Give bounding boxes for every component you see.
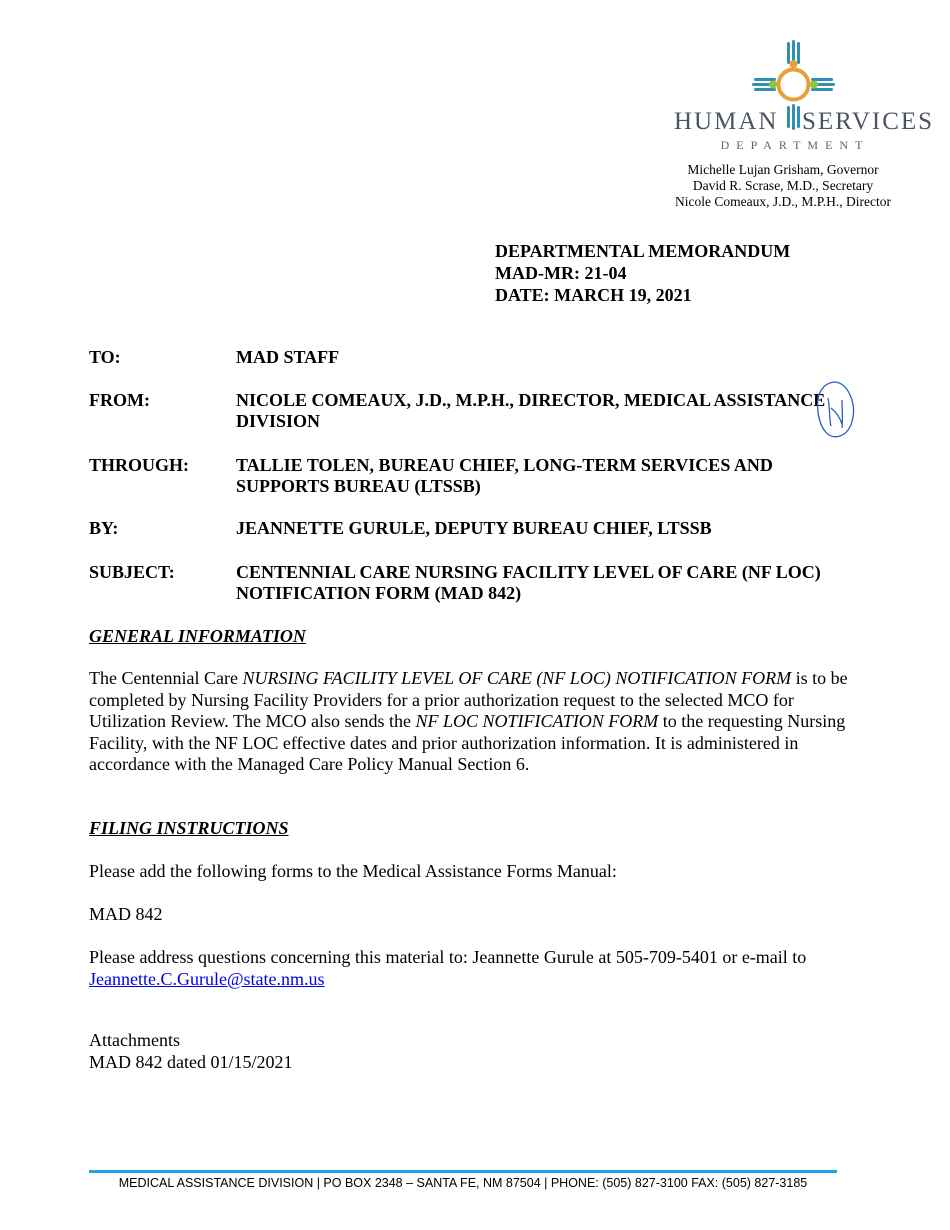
memo-number: MAD-MR: 21-04	[495, 263, 627, 283]
general-text-form-short: NF LOC NOTIFICATION FORM	[415, 711, 659, 731]
official-director: Nicole Comeaux, J.D., M.P.H., Director	[675, 194, 891, 209]
from-label: FROM:	[89, 390, 150, 410]
from-value: NICOLE COMEAUX, J.D., M.P.H., DIRECTOR, MEDICAL ASSISTANCE DIVISION	[236, 390, 826, 431]
to-value: MAD STAFF	[236, 347, 340, 367]
general-info-title: GENERAL INFORMATION	[89, 626, 306, 646]
filing-questions	[89, 947, 864, 990]
attachments	[89, 1030, 864, 1073]
through-value: TALLIE TOLEN, BUREAU CHIEF, LONG-TERM SERVICES AND SUPPORTS BUREAU (LTSSB)	[236, 455, 773, 496]
filing-line: Please add the following forms to the Medical Assistance Forms Manual:	[89, 861, 617, 881]
general-text-form-name: NURSING FACILITY LEVEL OF CARE (NF LOC) NOTIFICATION FORM	[242, 668, 792, 688]
attachments-label: Attachments	[89, 1030, 180, 1050]
general-text-1: The Centennial Care	[89, 668, 243, 688]
memo-heading	[495, 240, 790, 306]
general-text-2: is to be completed by Nursing Facility Providers for a prior authorization request to the selected MCO for Utilization Review. The MCO also sends the	[89, 668, 848, 731]
footer-address: MEDICAL ASSISTANCE DIVISION | PO BOX 2348 – SANTA FE, NM 87504 | PHONE: (505) 827-3100 FAX: (505) 827-3185	[118, 1176, 808, 1190]
filing-form: MAD 842	[89, 904, 163, 924]
memo-date: DATE: MARCH 19, 2021	[495, 285, 692, 305]
logo-department: DEPARTMENT	[720, 138, 870, 152]
official-secretary: David R. Scrase, M.D., Secretary	[692, 178, 874, 193]
officials-list	[653, 162, 913, 210]
memo-title: DEPARTMENTAL MEMORANDUM	[495, 241, 791, 261]
attachments-item: MAD 842 dated 01/15/2021	[89, 1051, 293, 1072]
by-label: BY:	[89, 518, 119, 538]
general-info-paragraph	[89, 668, 864, 776]
to-label: TO:	[89, 347, 121, 367]
hsd-logo	[672, 40, 935, 154]
by-value: JEANNETTE GURULE, DEPUTY BUREAU CHIEF, LTSSB	[236, 518, 712, 538]
signature-initials	[812, 378, 858, 444]
questions-text: Please address questions concerning this material to: Jeannette Gurule at 505-709-5401 or e-mail to	[89, 947, 807, 967]
through-label: THROUGH:	[89, 455, 190, 475]
filing-title: FILING INSTRUCTIONS	[89, 818, 289, 838]
email-link[interactable]: Jeannette.C.Gurule@state.nm.us	[89, 968, 325, 989]
general-text-3: to the requesting Nursing Facility, with the NF LOC effective dates and prior authorization information. It is administered in accordance with the Managed Care Policy Manual Section 6.	[89, 711, 846, 774]
official-governor: Michelle Lujan Grisham, Governor	[687, 162, 879, 177]
footer-divider	[89, 1170, 837, 1173]
logo-word-services: SERVICES	[802, 108, 935, 135]
logo-word-human: HUMAN	[674, 108, 779, 135]
subject-value: CENTENNIAL CARE NURSING FACILITY LEVEL OF CARE (NF LOC) NOTIFICATION FORM (MAD 842)	[236, 562, 821, 603]
subject-label: SUBJECT:	[89, 562, 175, 582]
